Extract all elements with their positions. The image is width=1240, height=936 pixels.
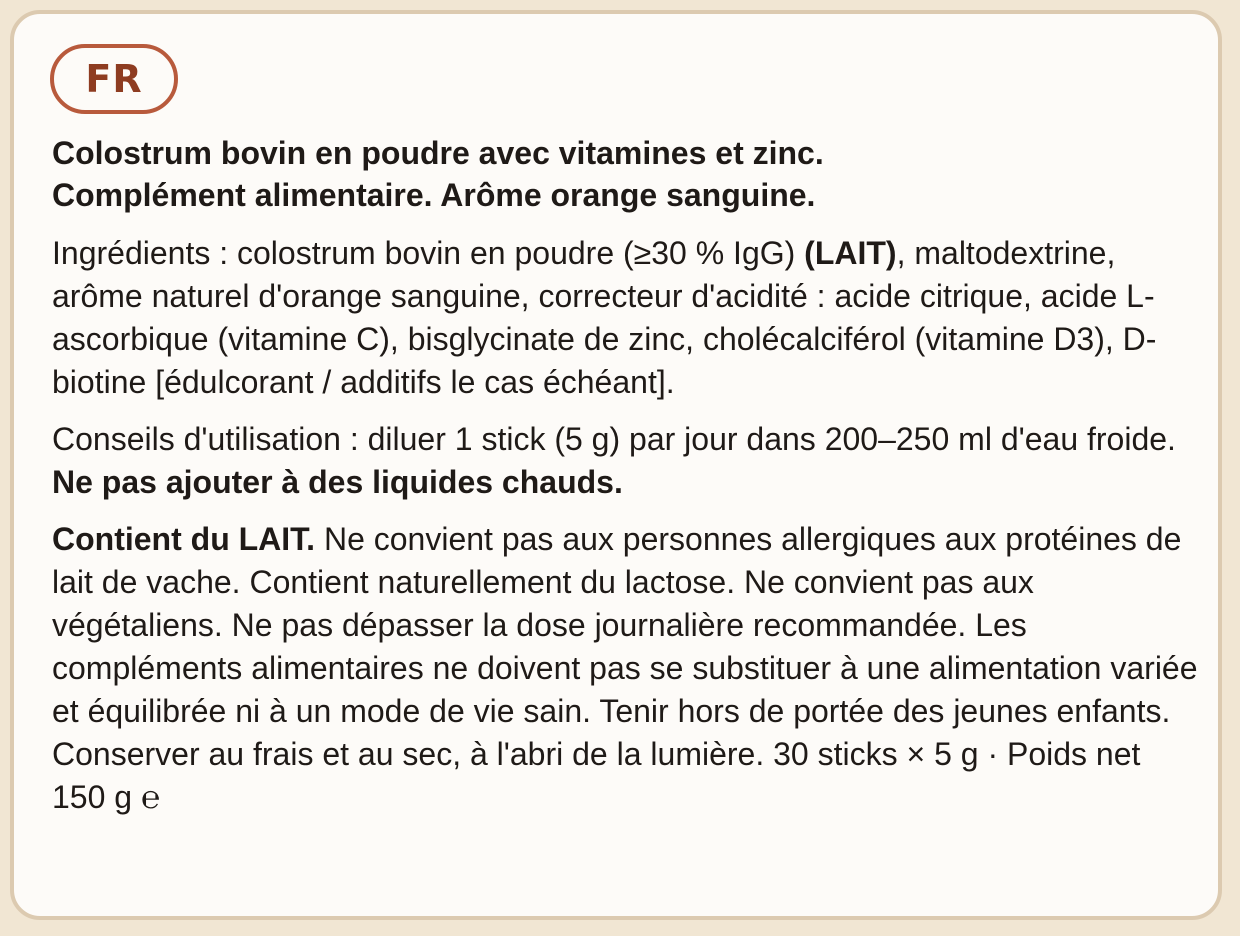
allergy-text: Ne convient pas aux personnes allergiques aux protéines de lait de vache. Contient naturellement du lactose. Ne convient pas aux végétaliens. Ne pas dépasser la dose journalière recommandée. Les compléments alimentaires ne doivent pas se substituer à une alimentation variée et équilibrée ni à un mode de vie sain. Tenir hors de portée des jeunes enfants. Conserver au frais et au sec, à l'abri de la lumière. 30 sticks × 5 g · Poids net 150 g ℮ <box>52 521 1198 815</box>
label-card <box>10 10 1222 920</box>
usage-text: Conseils d'utilisation : diluer 1 stick (5 g) par jour dans 200–250 ml d'eau froide. <box>52 421 1176 457</box>
ingredients-text-continued: , maltodextrine, arôme naturel d'orange sanguine, correcteur d'acidité : acide citrique, acide L-ascorbique (vitamine C), bisglycinate de zinc, cholécalciférol (vitamine D3), D-biotine [édulcorant / additifs le cas échéant]. <box>52 235 1157 400</box>
ingredients-paragraph <box>52 232 1202 404</box>
allergy-paragraph <box>52 518 1202 819</box>
usage-paragraph <box>52 418 1202 504</box>
product-title-line1: Colostrum bovin en poudre avec vitamines et zinc. <box>52 135 824 171</box>
product-title-line2: Complément alimentaire. Arôme orange sanguine. <box>52 177 816 213</box>
ingredients-text: Ingrédients : colostrum bovin en poudre (≥30 % IgG) <box>52 235 805 271</box>
label-content <box>52 132 1202 833</box>
product-title <box>52 132 1202 216</box>
usage-warning: Ne pas ajouter à des liquides chauds. <box>52 464 623 500</box>
language-badge: FR <box>50 44 178 114</box>
ingredients-allergen: (LAIT) <box>804 235 897 271</box>
allergy-warning: Contient du LAIT. <box>52 521 316 557</box>
